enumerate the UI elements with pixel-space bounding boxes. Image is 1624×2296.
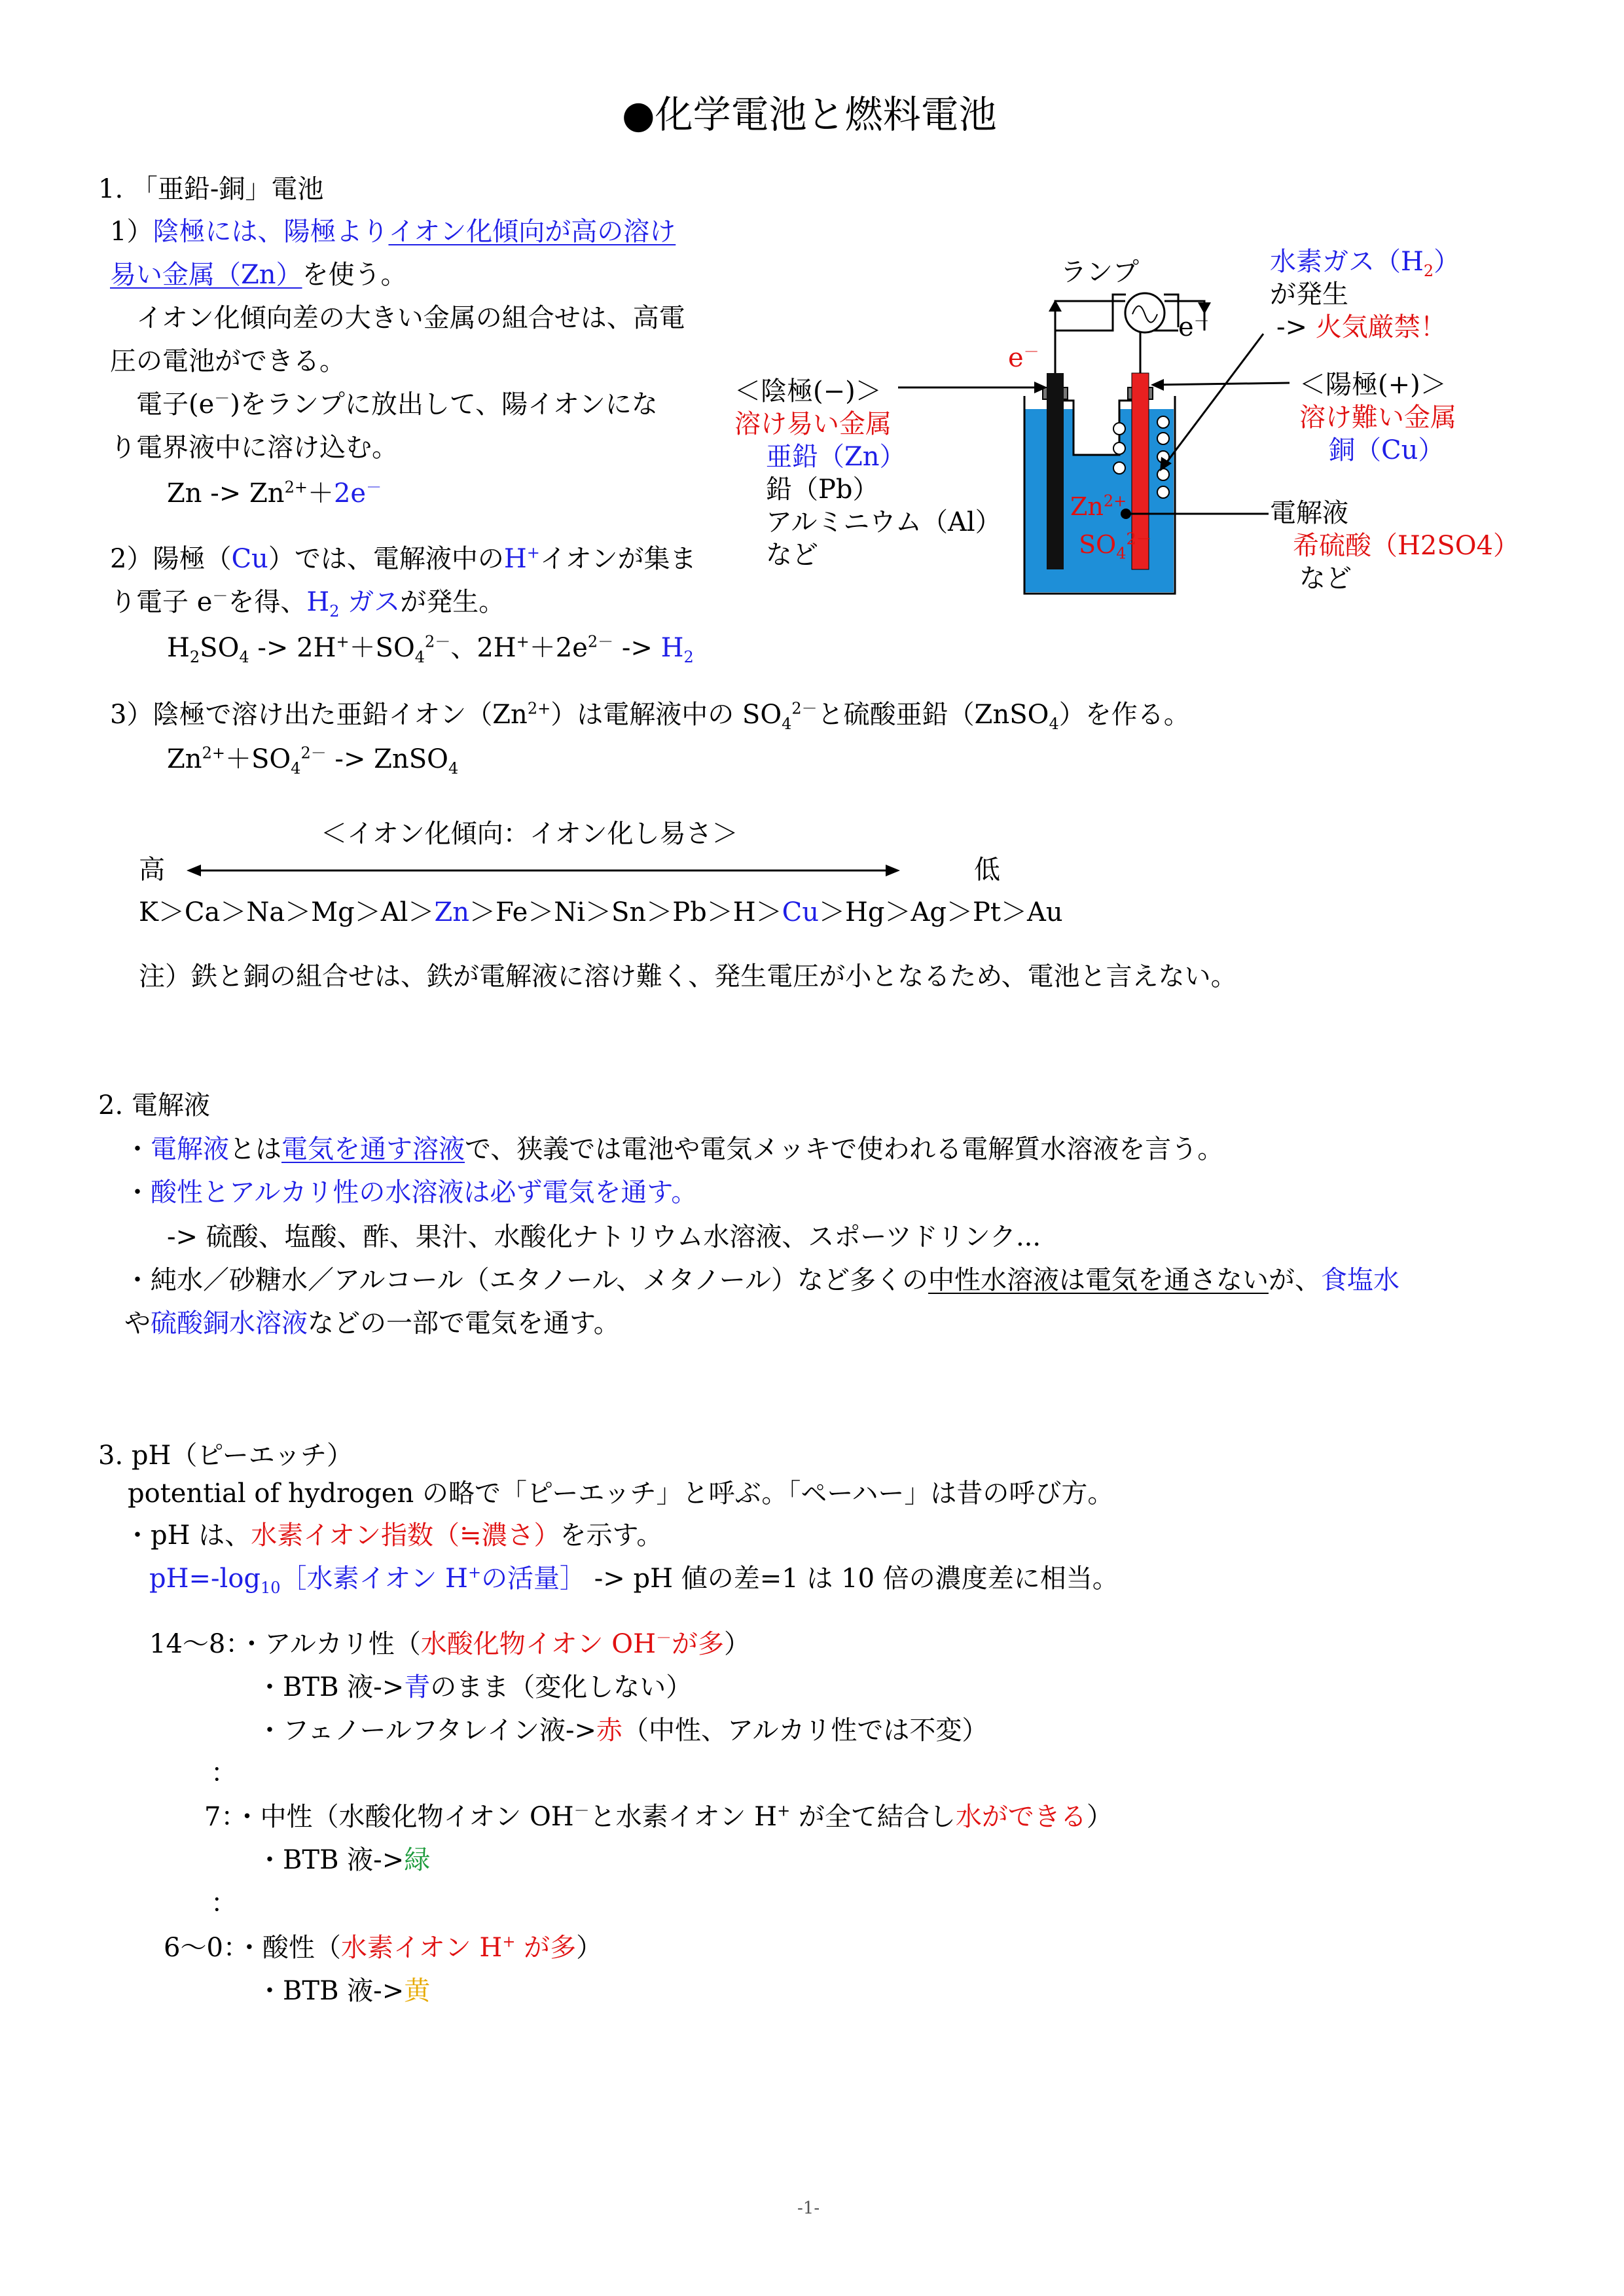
s3-line2: ・pH は、水素イオン指数（≒濃さ）を示す。 [124,1520,663,1551]
cathode-metal-zn: 亜鉛（Zn） [766,442,906,472]
s1-p1-line4: 圧の電池ができる。 [110,346,346,376]
s1-p1-line1: 1）陰極には、陽極よりイオン化傾向が高の溶け [110,217,676,247]
page-title: ●化学電池と燃料電池 [622,92,997,137]
series-arrow [187,857,900,884]
s2-line1: ・電解液とは電気を通す溶液で、狭義では電池や電気メッキで使われる電解質水溶液を言う。 [124,1134,1224,1164]
cathode-metal-pb: 鉛（Pb） [766,475,879,505]
electron-right: e－ [1178,312,1210,342]
cathode-label: ＜陰極(−)＞ [734,376,882,406]
s1-p1-line3: イオン化傾向差の大きい金属の組合せは、高電 [110,303,685,333]
ph-14-8-phenol: ・フェノールフタレイン液->赤（中性、アルカリ性では不変） [257,1715,988,1746]
s2-line4: ・純水／砂糖水／アルコール（エタノール、メタノール）など多くの中性水溶液は電気を通さないが、食塩水 [124,1265,1399,1295]
page-number: -1- [797,2198,820,2218]
ionization-series: K＞Ca＞Na＞Mg＞Al＞Zn＞Fe＞Ni＞Sn＞Pb＞H＞Cu＞Hg＞Ag＞Pt＞Au [139,897,1063,927]
s1-p1-line2: 易い金属（Zn）を使う。 [110,260,407,290]
cathode-desc: 溶け易い金属 [734,409,892,439]
s1-note: 注）鉄と銅の組合せは、鉄が電解液に溶け難く、発生電圧が小となるため、電池と言えない。 [139,961,1237,992]
so4-ion-label: $SO_4^{2-}$ [1079,529,1152,563]
section-1-heading: 1. 「亜鉛-銅」電池 [98,174,324,204]
section-3-heading: 3. pH（ピーエッチ） [98,1441,353,1471]
ph-7-row: 7：・中性（水酸化物イオン OH－と水素イオン H+ が全て結合し水ができる） [204,1801,1113,1832]
ph-7-btb: ・BTB 液->緑 [257,1845,431,1875]
ionization-series-title: ＜イオン化傾向：イオン化し易さ＞ [321,819,738,849]
anode-desc: 溶け難い金属 [1299,403,1456,433]
s2-line5: や硫酸銅水溶液などの一部で電気を通す。 [124,1308,620,1338]
s2-line2: ・酸性とアルカリ性の水溶液は必ず電気を通す。 [124,1177,698,1208]
s1-p2-line1: 2）陽極（Cu）では、電解液中のH+イオンが集ま [110,543,696,574]
section-2-heading: 2. 電解液 [98,1090,210,1121]
cathode-etc: など [766,540,818,570]
ph-6-0-btb: ・BTB 液->黄 [257,1976,431,2006]
anode-metal-cu: 銅（Cu） [1329,435,1445,465]
ph-colon-2: ： [211,1888,237,1918]
s2-line3: -> 硫酸、塩酸、酢、果汁、水酸化ナトリウム水溶液、スポーツドリンク... [167,1222,1041,1252]
series-high-label: 高 [139,855,165,885]
electrolyte-name: 希硫酸（H2SO4） [1293,531,1519,561]
h2-gas-label: 水素ガス$(H_2)$ [1270,247,1460,280]
s1-eq1: $Zn -> Zn^{2+}+2e^-$ [167,478,382,509]
zn-ion-label: $Zn^{2+}$ [1070,492,1127,521]
ph-14-8-btb: ・BTB 液->青のまま（変化しない） [257,1672,693,1702]
cathode-metal-al: アルミニウム（Al） [766,507,1001,537]
fire-warning: -> 火気厳禁！ [1276,312,1447,342]
ph-6-0-row: 6〜0：・酸性（水素イオン H+ が多） [164,1932,603,1963]
s1-eq2: $H_2SO_4 -> 2H^++SO_4^{2-}$、$2H^++2e^{2-} -> H_2$ [167,632,694,666]
electrolyte-label: 電解液 [1270,498,1348,528]
gas-generated-label: が発生 [1270,279,1348,310]
lamp-label: ランプ [1060,257,1139,287]
s1-p1-line6: り電界液中に溶け込む。 [110,433,398,463]
zinc-electrode [1047,373,1064,569]
s3-line1: potential of hydrogen の略で「ピーエッチ」と呼ぶ。「ペーハー」は昔の呼び方。 [128,1479,1114,1509]
electrolyte-etc: など [1299,564,1352,594]
battery-diagram [851,288,1545,615]
s1-p1-line5: 電子(e－)をランプに放出して、陽イオンにな [110,389,658,420]
anode-label: ＜陽極(+)＞ [1299,370,1447,400]
s3-line3: $pH=-\log_{10}[$水素イオン H+の活量］ -> pH 値の差=1 は 10 倍の濃度差に相当。 [149,1563,1119,1597]
s1-eq3: $Zn^{2+}+SO_4^{2-}$ -> ZnSO$_4$ [167,744,459,778]
s1-p3: 3）陰極で溶け出た亜鉛イオン$(Zn^{2+})$は電解液中の $SO_4^{2-}$と硫酸亜鉛（ZnSO$_4$）を作る。 [110,699,1190,733]
s1-p2-line2: り電子 e－を得、$H_2$ ガスが発生。 [110,586,505,620]
series-low-label: 低 [974,855,1000,885]
ph-14-8-row: 14〜8：・アルカリ性（水酸化物イオン OH－が多） [149,1628,750,1659]
electron-left: e－ [1008,342,1039,373]
ph-colon-1: ： [211,1758,237,1788]
